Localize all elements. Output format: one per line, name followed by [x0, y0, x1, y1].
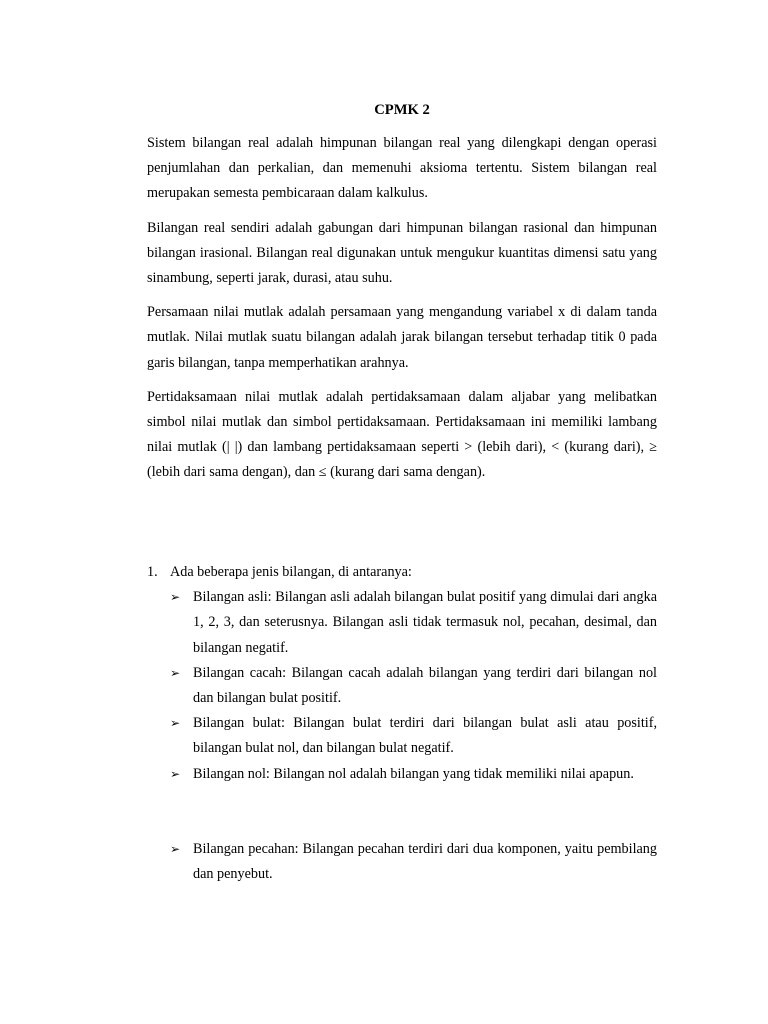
paragraph-bilangan-real: Bilangan real sendiri adalah gabungan dari himpunan bilangan rasional dan himpunan bilangan irasional. Bilangan real digunakan untuk mengukur kuantitas dimensi satu yang sinambung, seperti jarak, durasi, atau suhu. [147, 219, 657, 287]
numbered-list [147, 560, 657, 887]
bullet-text-bilangan-asli: Bilangan asli: Bilangan asli adalah bilangan bulat positif yang dimulai dari angka 1, 2, 3, dan seterusnya. Bilangan asli tidak termasuk nol, pecahan, desimal, dan bilangan negatif. [193, 589, 657, 656]
arrow-bullet-icon: ➢ [170, 590, 181, 605]
list-item [147, 837, 657, 887]
list-item [147, 661, 657, 711]
bullet-list [147, 585, 657, 887]
bullet-text-bilangan-cacah: Bilangan cacah: Bilangan cacah adalah bilangan yang terdiri dari bilangan nol dan bilangan bulat positif. [193, 664, 657, 707]
arrow-bullet-icon: ➢ [170, 665, 181, 680]
list-item-heading [147, 560, 657, 585]
paragraph-persamaan-nilai-mutlak: Persamaan nilai mutlak adalah persamaan yang mengandung variabel x di dalam tanda mutlak. Nilai mutlak suatu bilangan adalah jarak bilangan tersebut terhadap titik 0 pada garis bilangan, tanpa memperhatikan arahnya. [147, 304, 657, 371]
list-number: 1. [147, 564, 158, 580]
bullet-text-bilangan-pecahan: Bilangan pecahan: Bilangan pecahan terdiri dari dua komponen, yaitu pembilang dan penyebut. [193, 840, 657, 883]
document-body [147, 98, 657, 486]
bullet-text-bilangan-nol: Bilangan nol: Bilangan nol adalah bilangan yang tidak memiliki nilai apapun. [193, 765, 634, 782]
list-item [147, 585, 657, 661]
list-item [147, 762, 657, 787]
paragraph-pertidaksamaan-nilai-mutlak: Pertidaksamaan nilai mutlak adalah pertidaksamaan dalam aljabar yang melibatkan simbol nilai mutlak dan simbol pertidaksamaan. Pertidaksamaan ini memiliki lambang nilai mutlak (| |) dan lambang pertidaksamaan seperti > (lebih dari), < (kurang dari), ≥ (lebih dari sama dengan), dan ≤ (kurang dari sama dengan). [147, 388, 657, 481]
bullet-text-bilangan-bulat: Bilangan bulat: Bilangan bulat terdiri dari bilangan bulat asli atau positif, bilangan bulat nol, dan bilangan bulat negatif. [193, 715, 657, 757]
list-heading-text: Ada beberapa jenis bilangan, di antaranya: [170, 564, 412, 580]
list-item [147, 711, 657, 761]
arrow-bullet-icon: ➢ [170, 841, 181, 856]
paragraph-sistem-bilangan-real: Sistem bilangan real adalah himpunan bilangan real yang dilengkapi dengan operasi penjumlahan dan perkalian, dan memenuhi aksioma tertentu. Sistem bilangan real merupakan semesta pembicaraan dalam kalkulus. [147, 135, 657, 202]
arrow-bullet-icon: ➢ [170, 766, 181, 781]
arrow-bullet-icon: ➢ [170, 716, 181, 731]
page-title: CPMK 2 [374, 102, 430, 118]
